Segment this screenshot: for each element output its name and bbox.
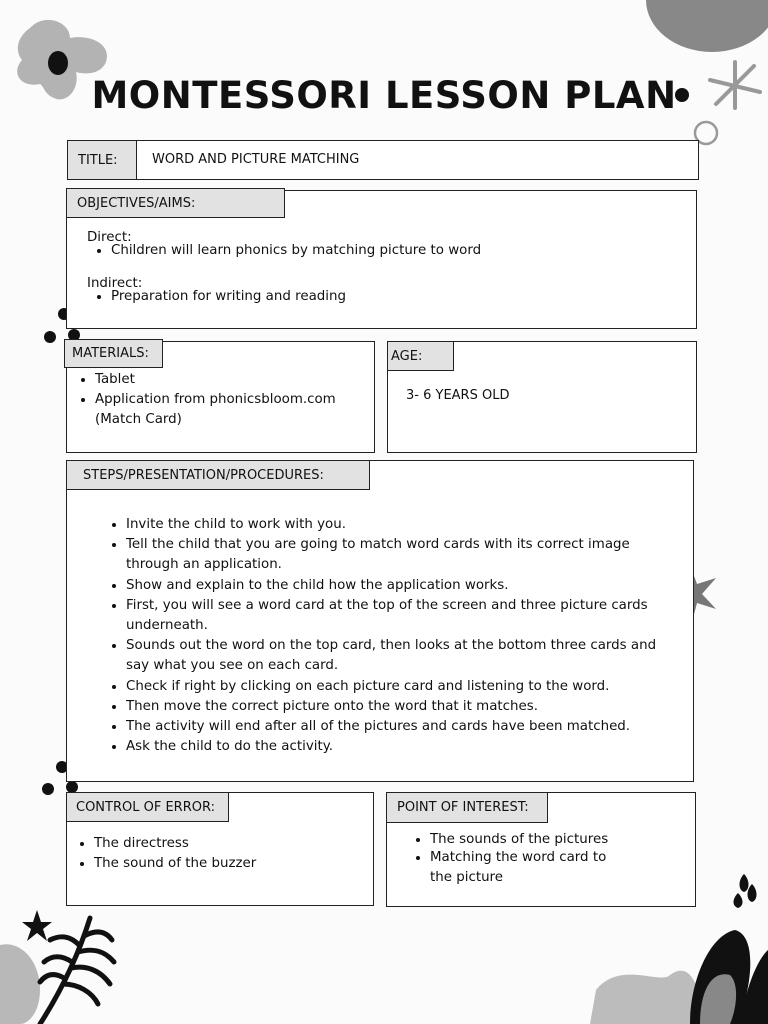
list-item: • First, you will see a word card at the top of the screen and three picture cards underneath. [126, 596, 671, 636]
steps-label: STEPS/PRESENTATION/PROCEDURES: [83, 467, 324, 483]
steps-label-tag [66, 460, 370, 490]
list-item: • Then move the correct picture onto the word that it matches. [126, 697, 671, 717]
title-label: TITLE: [78, 152, 118, 168]
title-label-tag [67, 140, 137, 180]
lesson-title-value: WORD AND PICTURE MATCHING [152, 152, 360, 167]
list-item: • Children will learn phonics by matching picture to word [111, 241, 481, 261]
black-dot-icon [48, 51, 68, 75]
list-item: • Show and explain to the child how the application works. [126, 576, 671, 596]
list-item: • The sounds of the pictures [430, 831, 650, 848]
control-of-error-label: CONTROL OF ERROR: [76, 799, 215, 815]
list-item: • Tablet [95, 370, 385, 390]
objectives-label: OBJECTIVES/AIMS: [77, 195, 196, 211]
list-item: • Application from phonicsbloom.com (Match Card) [95, 390, 355, 430]
black-leaf-icon [748, 884, 757, 902]
materials-list [73, 370, 385, 431]
list-item: • Check if right by clicking on each picture card and listening to the word. [126, 677, 671, 697]
page-title: MONTESSORI LESSON PLAN [91, 74, 677, 117]
fern-icon [40, 918, 114, 1024]
age-label-tag [387, 341, 454, 371]
objectives-label-tag [66, 188, 285, 218]
materials-label-tag [64, 339, 163, 368]
indirect-list [89, 287, 346, 307]
steps-list [104, 515, 671, 757]
age-value: 3- 6 YEARS OLD [406, 388, 510, 403]
list-item: • Ask the child to do the activity. [126, 737, 671, 757]
list-item: • Matching the word card to the picture [430, 848, 620, 888]
list-item: • The directress [94, 834, 256, 854]
direct-label: Direct: [87, 230, 132, 245]
point-of-interest-list [408, 831, 650, 888]
black-leaf-icon [734, 893, 743, 908]
indirect-label: Indirect: [87, 276, 143, 291]
dot-icon [42, 783, 54, 795]
age-label: AGE: [391, 348, 423, 364]
list-item: • Sounds out the word on the top card, then looks at the bottom three cards and say what you see on each card. [126, 636, 671, 676]
control-of-error-list [72, 834, 256, 874]
control-of-error-label-tag [66, 792, 229, 822]
top-right-shape-icon [646, 0, 768, 52]
list-item: • Tell the child that you are going to match word cards with its correct image through an application. [126, 535, 671, 575]
materials-label: MATERIALS: [72, 346, 149, 361]
grey-leaf-icon [0, 944, 40, 1024]
black-leaf-icon [740, 874, 749, 892]
point-of-interest-label: POINT OF INTEREST: [397, 800, 529, 815]
list-item: • The activity will end after all of the pictures and cards have been matched. [126, 717, 671, 737]
star-small-icon [22, 910, 52, 941]
list-item: • Invite the child to work with you. [126, 515, 671, 535]
point-of-interest-label-tag [386, 792, 548, 823]
dot-icon [44, 331, 56, 343]
list-item: • Preparation for writing and reading [111, 287, 346, 307]
grey-bush-icon [590, 971, 705, 1024]
list-item: • The sound of the buzzer [94, 854, 256, 874]
direct-list [89, 241, 481, 261]
